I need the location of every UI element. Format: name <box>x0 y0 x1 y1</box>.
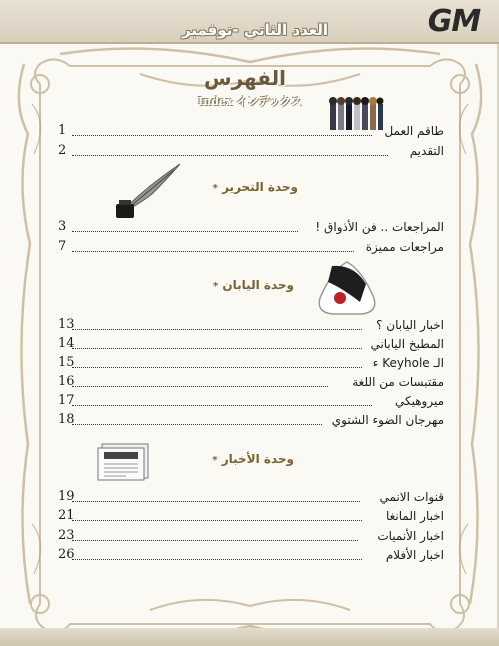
leader-dots <box>72 550 362 560</box>
page-number: 2 <box>58 143 67 158</box>
page-number: 13 <box>58 317 75 332</box>
section-heading-text: وحدة اليابان <box>222 278 294 292</box>
entry-label: المطبخ الياباني <box>370 337 444 351</box>
toc-row[interactable] <box>58 546 444 564</box>
leader-dots <box>72 492 360 502</box>
index-title: الفهرس <box>203 66 286 90</box>
section-heading-text: وحدة التحرير <box>222 180 298 194</box>
entry-label: ميروهيكي <box>394 394 444 408</box>
toc-row[interactable] <box>58 354 444 372</box>
leader-dots <box>72 126 372 136</box>
toc-row[interactable] <box>58 373 444 391</box>
section-heading-news <box>198 450 294 468</box>
leader-dots <box>72 146 388 156</box>
page-number: 19 <box>58 489 75 504</box>
bottom-edge <box>0 628 499 646</box>
star-mark: * <box>212 455 218 466</box>
toc-row[interactable] <box>58 238 444 256</box>
leader-dots <box>72 415 322 425</box>
page-number: 16 <box>58 374 75 389</box>
page-number: 15 <box>58 355 75 370</box>
entry-label: مهرجان الضوء الشتوي <box>331 413 444 427</box>
toc-row[interactable] <box>58 488 444 506</box>
issue-title: العدد الثاني -نوفمبر <box>182 21 328 39</box>
toc-row[interactable] <box>58 218 444 236</box>
leader-dots <box>72 531 358 541</box>
page-number: 17 <box>58 393 75 408</box>
star-mark: * <box>212 183 218 194</box>
toc-row[interactable] <box>58 507 444 525</box>
entry-label: طاقم العمل <box>384 124 444 138</box>
page-number: 7 <box>58 239 67 254</box>
entry-label: قنوات الانمي <box>379 490 444 504</box>
page-number: 14 <box>58 336 75 351</box>
page-number: 18 <box>58 412 75 427</box>
brand-logo: GM <box>427 4 481 39</box>
entry-label: المراجعات .. فن الأذواق ! <box>315 220 444 234</box>
toc-row[interactable] <box>58 411 444 429</box>
toc-row[interactable] <box>58 392 444 410</box>
section-heading-text: وحدة الأخبار <box>221 452 294 466</box>
leader-dots <box>72 358 362 368</box>
page-number: 23 <box>58 528 75 543</box>
entry-label: الـ Keyhole ء <box>372 356 444 370</box>
toc-row[interactable] <box>58 142 444 160</box>
star-mark: * <box>213 281 219 292</box>
entry-label: مقتبسات من اللغة <box>352 375 444 389</box>
leader-dots <box>72 396 372 406</box>
page-number: 21 <box>58 508 75 523</box>
header-band <box>0 0 499 44</box>
section-heading-japan <box>204 276 294 294</box>
entry-label: اخبار الأنميات <box>377 529 444 543</box>
toc-row[interactable] <box>58 527 444 545</box>
leader-dots <box>72 339 362 349</box>
index-subtitle: Index インデックス <box>198 95 302 108</box>
quill-inkwell-icon <box>112 160 184 222</box>
leader-dots <box>72 511 362 521</box>
section-heading-editorial <box>208 178 298 196</box>
toc-row[interactable] <box>58 335 444 353</box>
toc-row[interactable] <box>58 316 444 334</box>
leader-dots <box>72 222 298 232</box>
page-number: 3 <box>58 219 67 234</box>
page-number: 1 <box>58 123 67 138</box>
onigiri-icon <box>314 258 380 318</box>
leader-dots <box>72 320 362 330</box>
toc-row[interactable] <box>58 122 444 140</box>
leader-dots <box>72 242 354 252</box>
entry-label: مراجعات مميزة <box>365 240 444 254</box>
entry-label: اخبار اليابان ؟ <box>376 318 444 332</box>
newspaper-icon <box>96 440 152 482</box>
page-number: 26 <box>58 547 75 562</box>
leader-dots <box>72 377 328 387</box>
entry-label: اخبار الأفلام <box>385 548 444 562</box>
entry-label: اخبار المانغا <box>385 509 444 523</box>
entry-label: التقديم <box>409 144 444 158</box>
